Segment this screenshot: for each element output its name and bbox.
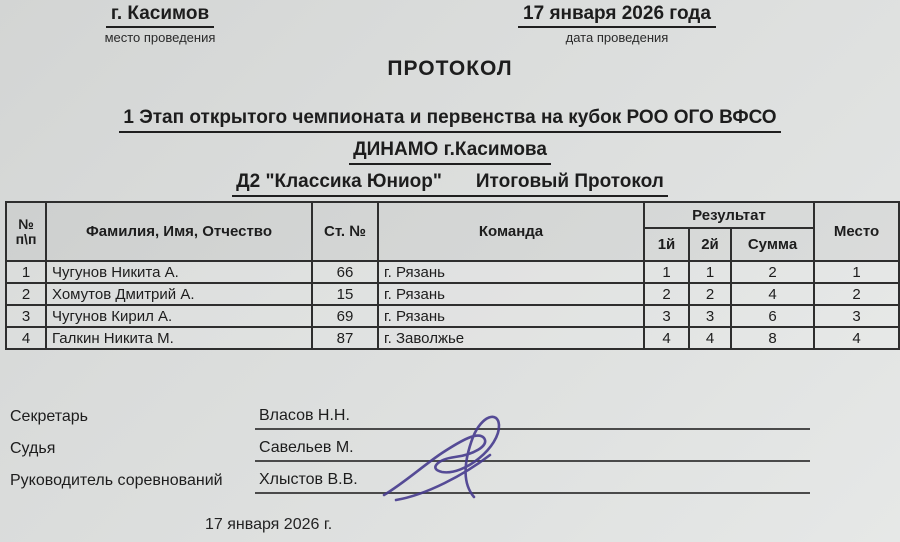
date-block [492,3,742,45]
cell-sum: 4 [731,283,814,305]
cell-sum: 8 [731,327,814,349]
cell-team: г. Рязань [378,305,644,327]
cell-num: 4 [6,327,46,349]
protocol-type-label: Итоговый Протокол [475,171,664,192]
col-header-sum: Сумма [731,228,814,261]
cell-name: Чугунов Никита А. [46,261,312,283]
cell-run1: 1 [644,261,689,283]
event-title-line1 [0,106,900,133]
event-title-line1-text: 1 Этап открытого чемпионата и первенства на кубок РОО ОГО ВФСО [119,106,780,133]
col-header-run1: 1й [644,228,689,261]
class-title-underline [232,170,668,197]
cell-place: 3 [814,305,899,327]
class-title: Д2 "Классика Юниор" [236,171,442,192]
cell-name: Галкин Никита М. [46,327,312,349]
cell-place: 2 [814,283,899,305]
cell-start-num: 66 [312,261,378,283]
signature-role: Секретарь [10,408,88,425]
venue-caption: место проведения [104,30,216,45]
signature-scribble-icon [378,403,523,503]
cell-sum: 2 [731,261,814,283]
cell-start-num: 87 [312,327,378,349]
event-title-line2-text: ДИНАМО г.Касимова [349,138,551,165]
col-header-run2: 2й [689,228,731,261]
table-row [6,283,899,305]
cell-num: 1 [6,261,46,283]
results-table [5,201,900,350]
doc-title: ПРОТОКОЛ [387,57,513,80]
signature-name-line: Власов Н.Н. [255,407,810,430]
venue-block [35,3,285,45]
signature-role: Судья [10,440,56,457]
col-header-start-num: Ст. № [312,202,378,261]
table-row [6,261,899,283]
footer-date: 17 января 2026 г. [205,516,333,533]
cell-team: г. Рязань [378,283,644,305]
cell-start-num: 15 [312,283,378,305]
col-header-name: Фамилия, Имя, Отчество [46,202,312,261]
cell-run1: 3 [644,305,689,327]
class-title-line [0,170,900,197]
col-header-place: Место [814,202,899,261]
signature-name-line: Савельев М. [255,439,810,462]
cell-place: 4 [814,327,899,349]
cell-name: Чугунов Кирил А. [46,305,312,327]
col-header-num-line2: п\п [15,230,37,247]
table-row [6,305,899,327]
date-caption: дата проведения [565,30,669,45]
event-titles [0,106,900,202]
cell-team: г. Заволжье [378,327,644,349]
cell-run2: 2 [689,283,731,305]
date-value: 17 января 2026 года [518,3,716,28]
col-header-num-line1: № [18,215,34,232]
cell-run1: 2 [644,283,689,305]
signature-name-line: Хлыстов В.В. [255,471,810,494]
table-row [6,327,899,349]
venue-value: г. Касимов [106,3,214,28]
cell-run1: 4 [644,327,689,349]
cell-num: 2 [6,283,46,305]
cell-num: 3 [6,305,46,327]
cell-start-num: 69 [312,305,378,327]
cell-team: г. Рязань [378,261,644,283]
event-title-line2 [0,138,900,165]
cell-run2: 3 [689,305,731,327]
cell-run2: 1 [689,261,731,283]
col-header-num [6,202,46,261]
col-header-result-group: Результат [644,202,814,228]
cell-place: 1 [814,261,899,283]
signature-role: Руководитель соревнований [10,472,223,489]
cell-run2: 4 [689,327,731,349]
cell-name: Хомутов Дмитрий А. [46,283,312,305]
cell-sum: 6 [731,305,814,327]
col-header-team: Команда [378,202,644,261]
